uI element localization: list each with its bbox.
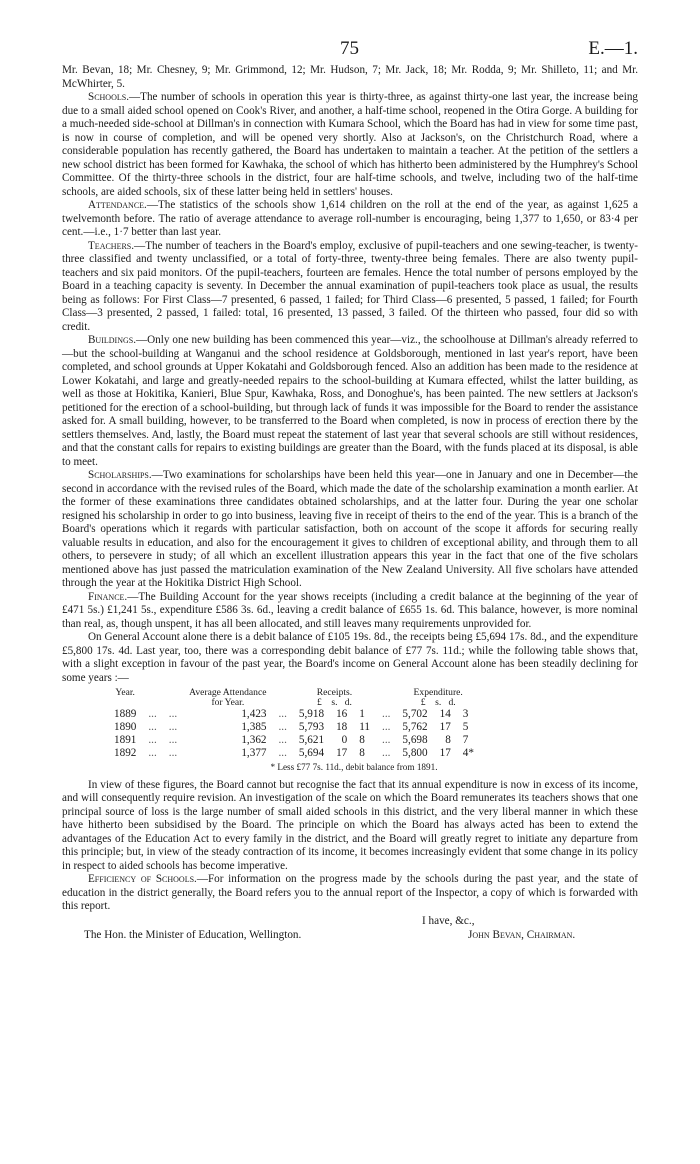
closing-block: [62, 914, 638, 943]
paragraph-buildings: Buildings.—Only one new building has been commenced this year—viz., the schoolhouse at Dillman's already referred to—but the school-building at Wanganui and the school residence at Goldsborough, mentioned in last year's report, have been completed, and school grounds at Upper Kokatahi and Goldsborough fenced. Also an addition has been made to the residence at Lower Kokatahi, and large and greatly-needed repairs to the school-building at Kumara effected, whilst the latter building, as well as those at Hokitika, Kanieri, Blue Spur, Kawhaka, Ross, and Donoghue's, has been painted. The new settlers at Jackson's petitioned for the erection of a school-building, but through lack of funds it was impossible for the Board to render the assistance asked for. A small building, however, to be transferred to the Board when completed, is now in process of erection there by the settlers themselves. And, lastly, the Board must repeat the statement of last year that several schools are still without residences, and that the constant calls for repairs to existing buildings are greater than the Board, with the funds placed at its disposal, is able to meet.: [62, 334, 638, 468]
paragraph-expenditure-revision: In view of these figures, the Board cannot but recognise the fact that its annual expenditure is now in excess of its income, and will consequently require revision. An investigation of the scale on which the Board remunerates its teachers shows that one principal source of loss is the large number of small aided schools in this district, and the very liberal manner in which these have hitherto been subsidised by the Board. The principle on which the Board has always acted has been to extend the advantages of the Education Act to every family in the district, and the Board will greatly regret to initiate any departure from this principle; but, in view of the steady contraction of its income, it becomes increasingly evident that some change in its policy in respect to aided schools has become imperative.: [62, 778, 638, 872]
table-row: 1889 ... ... 1,423 ... 5,918 16 1 ... 5,702 14 3: [114, 708, 469, 720]
section-lead: Scholarships.: [88, 469, 152, 481]
section-lead: Schools.: [88, 91, 129, 103]
table-footnote: * Less £77 7s. 11d., debit balance from 1891.: [270, 762, 438, 772]
header-expenditure: Expenditure. £ s. d.: [413, 687, 463, 708]
paragraph-teachers: Teachers.—The number of teachers in the Board's employ, exclusive of pupil-teachers and one sewing-teacher, is twenty-three classified and twenty unclassified, or a total of forty-three, twenty-three being females. There are also twenty pupil-teachers and six paid monitors. Of the pupil-teachers, fourteen are females. Hence the total number of persons employed by the Board in a teaching capacity is seventy. In December the annual examination of pupil-teachers took place as usual, the results being as follows: For First Class—7 presented, 6 passed, 1 failed; for Third Class—6 presented, 5 passed, 1 failed; for Fourth Class—3 presented, 2 passed, 1 failed: total, 16 presented, 13 passed, 3 failed. Of the thirteen who passed, four did so with credit.: [62, 239, 638, 333]
section-lead: Buildings.: [88, 334, 136, 346]
finance-table: [108, 688, 480, 760]
header-year: Year.: [115, 687, 135, 698]
paragraph-efficiency: Efficiency of Schools.—For information on the progress made by the schools during the past year, and the state of education in the district generally, the Board refers you to the annual report of the Inspector, a copy of which is forwarded with this report.: [62, 873, 638, 912]
section-lead: Finance.: [88, 590, 128, 603]
table-row: 1890 ... ... 1,385 ... 5,793 18 11 ... 5,762 17 5: [114, 721, 469, 733]
paragraph-finance: Finance.—The Building Account for the year shows receipts (including a credit balance at the beginning of the year of £471 5s.) £1,241 5s., expenditure £586 3s. 6d., leaving a credit balance of £655 1s. 6d. This balance, however, is more nominal than real, as, though unspent, it has all been allocated, and still leaves many requirements unprovided for.: [62, 590, 638, 630]
paragraph-attendance: Attendance.—The statistics of the schools show 1,614 children on the roll at the end of the year, as against 1,625 a twelvemonth before. The ratio of average attendance to average roll-number is encouraging, being 1,377 to 1,650, or 83·4 per cent.—i.e., 1·7 better than last year.: [62, 199, 638, 238]
document-reference: E.—1.: [588, 38, 638, 59]
salutation: I have, &c.,: [422, 914, 475, 927]
signatory: John Bevan, Chairman.: [468, 928, 576, 941]
paragraph-scholarships: Scholarships.—Two examinations for scholarships have been held this year—one in January and one in December—the second in accordance with the revised rules of the Board, which made the date of the scholarship examination a month earlier. At the former of these examinations three candidates obtained scholarships, and at the latter four. During the year one scholar resigned his scholarship in order to go into business, leaving five in receipt of theirs to the end of the year. This is a branch of the Board's operations which it regards with particular satisfaction, both on account of the scope it affords for securing really valuable results in education, and also for the encouragement it gives to children of exceptional ability, and through them to all others, to persevere in study; of all which an excellent illustration appears this year in the fact that one of the five scholars mentioned above has just passed the matriculation examination of the New Zealand University. All five scholars have attended through the year at the Hokitika District High School.: [62, 469, 638, 589]
section-lead: Attendance.: [88, 199, 147, 211]
table-row: 1891 ... ... 1,362 ... 5,621 0 8 ... 5,698 8 7: [114, 734, 469, 746]
table-row: 1892 ... ... 1,377 ... 5,694 17 8 ... 5,800 17 4*: [114, 747, 474, 759]
page-header: [62, 38, 638, 64]
addressee: The Hon. the Minister of Education, Wellington.: [84, 928, 302, 941]
header-attendance: Average Attendance for Year.: [189, 687, 267, 708]
header-receipts: Receipts. £ s. d.: [316, 687, 353, 708]
table-header-row: [108, 688, 480, 708]
paragraph-schools: Schools.—The number of schools in operation this year is thirty-three, as against thirty-one last year, the increase being due to a small aided school opened on Cook's River, and another, a half-time school, reopened in the Otira Gorge. A building for a much-needed side-school at Dillman's in connection with Kumara School, which the Board has had in view for some time past, is now in course of completion, and will be opened very shortly. Also at Jackson's, on the Christchurch Road, where a considerable population has recently gathered, the Board has undertaken to maintain a teacher. At the petition of the settlers a new school district has been formed for Kawhaka, the school of which has hitherto been administered by the Humphrey's School Committee. Of the thirty-three schools in the district, four are half-time schools, and twelve, including two of the half-time schools, are aided schools, six of these latter being held in settlers' houses.: [62, 91, 638, 198]
section-lead: Efficiency of Schools.: [88, 873, 197, 885]
paragraph-inspectors-visits: Mr. Bevan, 18; Mr. Chesney, 9; Mr. Grimmond, 12; Mr. Hudson, 7; Mr. Jack, 18; Mr. Rodda, 9; Mr. Shilleto, 11; and Mr. McWhirter, 5.: [62, 64, 638, 90]
paragraph-general-account: On General Account alone there is a debit balance of £105 19s. 8d., the receipts being £5,694 17s. 8d., and the expenditure £5,800 17s. 4d. Last year, too, there was a corresponding debit balance of £77 7s. 11d.; while the following table shows that, with a slight exception in favour of the past year, the Board's income on General Account alone has been steadily declining for some years :—: [62, 631, 638, 684]
page-number: 75: [340, 38, 359, 59]
report-body: [62, 64, 638, 914]
section-lead: Teachers.: [88, 239, 135, 252]
